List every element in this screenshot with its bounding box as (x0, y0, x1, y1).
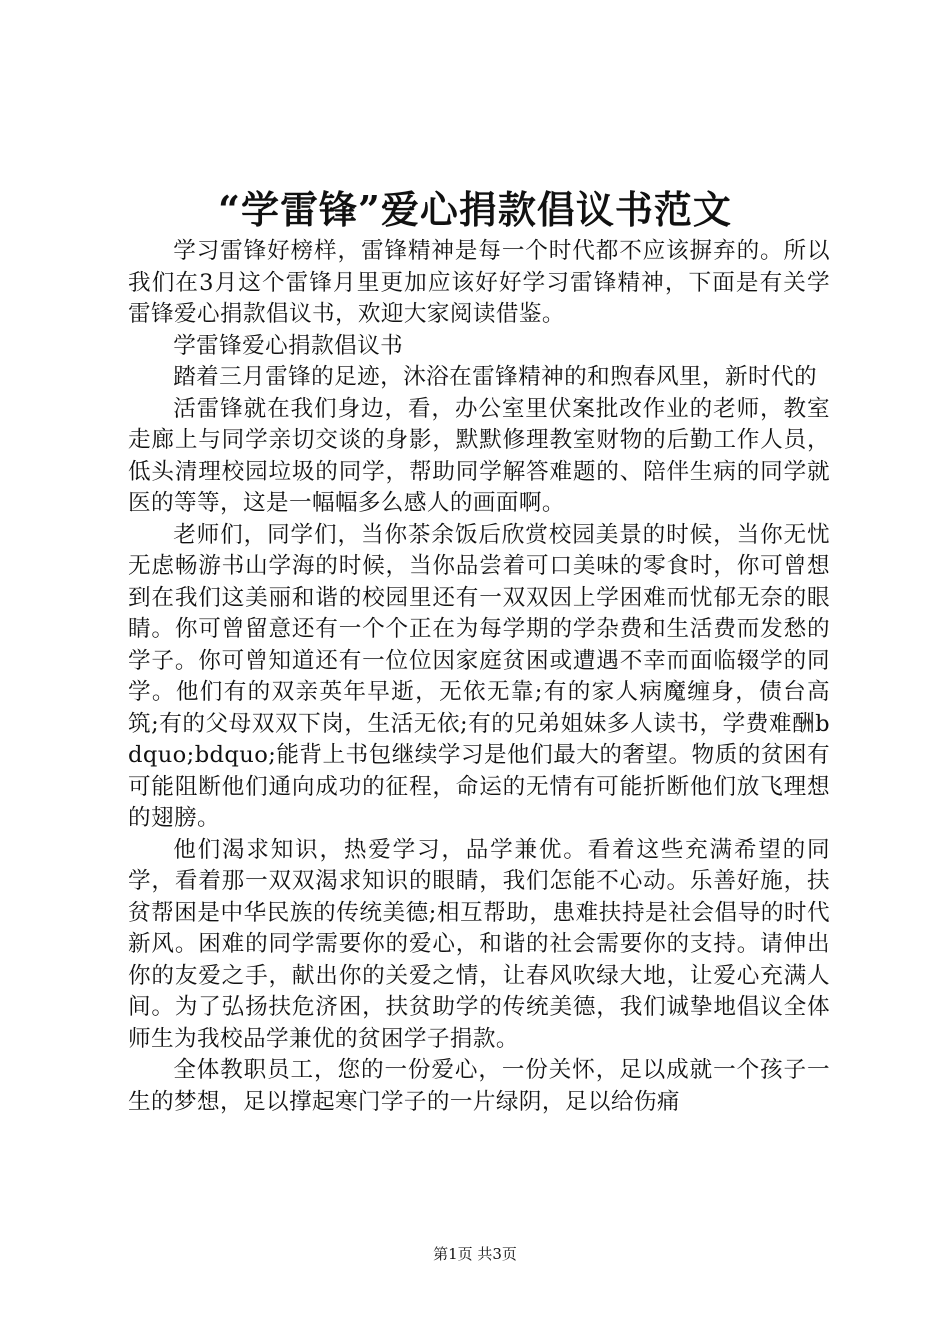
paragraph-teachers-students: 老师们，同学们，当你茶余饭后欣赏校园美景的时候，当你无忧无虑畅游书山学海的时候，当你品尝着可口美味的零食时，你可曾想到在我们这美丽和谐的校园里还有一双双因上学困难而忧郁无奈的眼睛。你可曾留意还有一个个正在为每学期的学杂费和生活费而发愁的学子。你可曾知道还有一位位因家庭贫困或遭遇不幸而面临辍学的同学。他们有的双亲英年早逝，无依无靠;有的家人病魔缠身，债台高筑;有的父母双双下岗，生活无依;有的兄弟姐妹多人读书，学费难酬bdquo;bdquo;能背上书包继续学习是他们最大的奢望。物质的贫困有可能阻断他们通向成功的征程，命运的无情有可能折断他们放飞理想的翅膀。 (128, 521, 830, 831)
paragraph-staff-appeal: 全体教职员工，您的一份爱心，一份关怀，足以成就一个孩子一生的梦想，足以撑起寒门学子的一片绿阴，足以给伤痛 (128, 1057, 830, 1115)
paragraph-thirst-for-knowledge: 他们渴求知识，热爱学习，品学兼优。看着这些充满希望的同学，看着那一双双渴求知识的眼睛，我们怎能不心动。乐善好施，扶贫帮困是中华民族的传统美德;相互帮助，患难扶持是社会倡导的时代新风。困难的同学需要你的爱心，和谐的社会需要你的支持。请伸出你的友爱之手，献出你的关爱之情，让春风吹绿大地，让爱心充满人间。为了弘扬扶危济困，扶贫助学的传统美德，我们诚挚地倡议全体师生为我校品学兼优的贫困学子捐款。 (128, 836, 830, 1052)
page-footer: 第1页 共3页 (433, 1245, 517, 1263)
document-title: “学雷锋”爱心捐款倡议书范文 (218, 187, 732, 232)
paragraph-footsteps: 踏着三月雷锋的足迹，沐浴在雷锋精神的和煦春风里，新时代的 (173, 364, 818, 390)
paragraph-subtitle: 学雷锋爱心捐款倡议书 (173, 332, 404, 359)
paragraph-living-leifeng: 活雷锋就在我们身边，看，办公室里伏案批改作业的老师，教室走廊上与同学亲切交谈的身影，默默修理教室财物的后勤工作人员，低头清理校园垃圾的同学，帮助同学解答难题的、陪伴生病的同学就医的等等，这是一幅幅多么感人的画面啊。 (128, 395, 830, 516)
paragraph-intro: 学习雷锋好榜样，雷锋精神是每一个时代都不应该摒弃的。所以我们在3月这个雷锋月里更加应该好好学习雷锋精神，下面是有关学雷锋爱心捐款倡议书，欢迎大家阅读借鉴。 (128, 238, 830, 327)
document-body (128, 236, 830, 1118)
